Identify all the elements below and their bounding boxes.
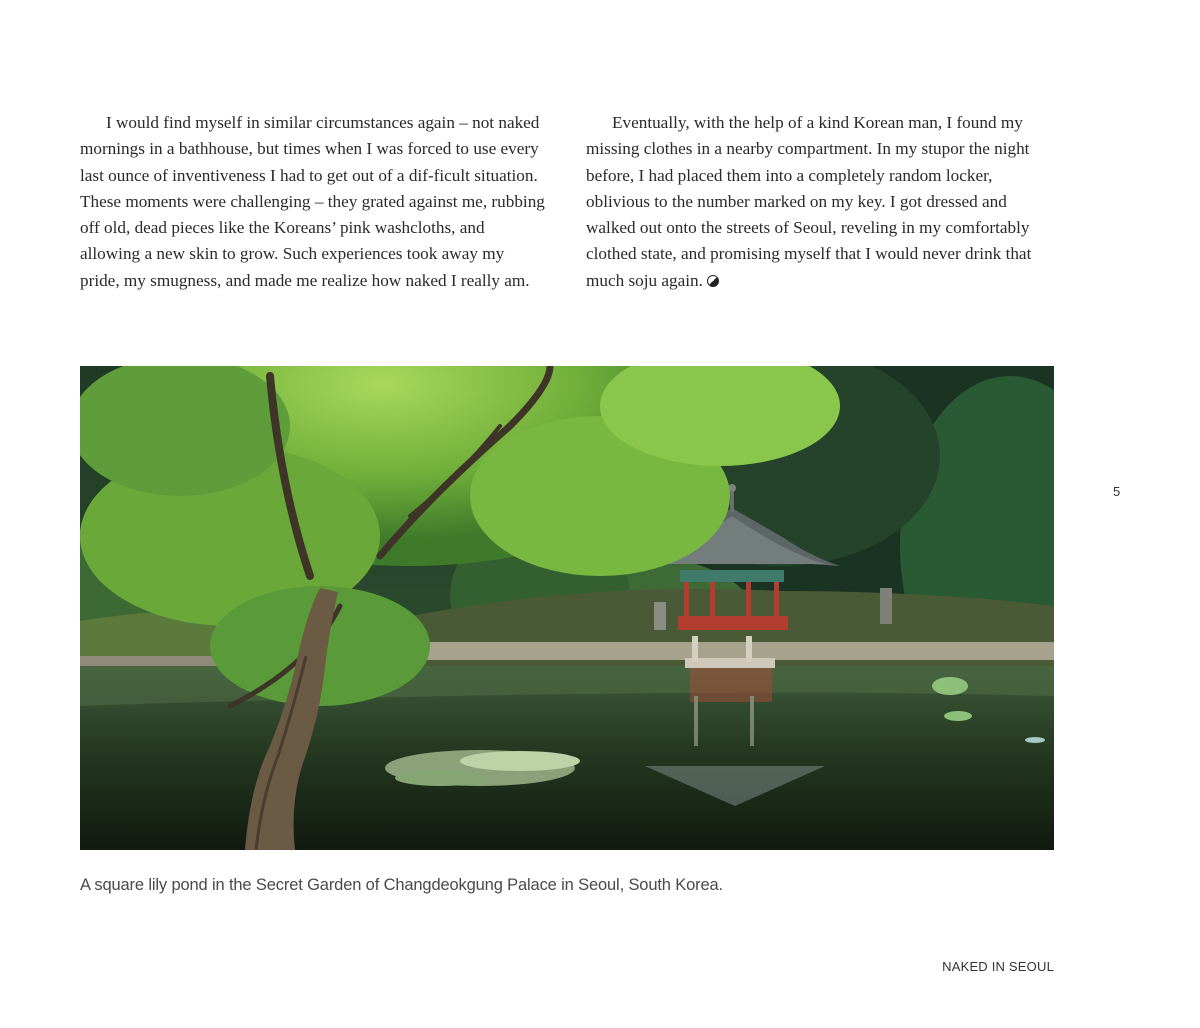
page-number: 5 (1113, 484, 1121, 499)
left-paragraph: I would find myself in similar circumstances again – not naked mornings in a bathhouse, but times when I was forced to use every last ounce of inventiveness I had to get out of a dif-ficult situation. These moments were challenging – they grated against me, rubbing off old, dead pieces like the Koreans’ pink washcloths, and allowing a new skin to grow. Such experiences took away my pride, my smugness, and made me realize how naked I really am. (80, 113, 545, 290)
yin-yang-end-mark-icon (707, 275, 719, 287)
right-paragraph (586, 110, 1056, 294)
right-paragraph-text: Eventually, with the help of a kind Korean man, I found my missing clothes in a nearby compartment. In my stupor the night before, I had placed them into a completely random locker, oblivious to the number marked on my key. I got dressed and walked out onto the streets of Seoul, reveling in my comfortably clothed state, and promising myself that I would never drink that much soju again. (586, 113, 1032, 290)
garden-pond-photo (80, 366, 1054, 850)
left-text-column (80, 110, 548, 294)
photo-caption: A square lily pond in the Secret Garden of Changdeokgung Palace in Seoul, South Korea. (80, 876, 723, 894)
running-title: NAKED IN SEOUL (942, 959, 1054, 974)
right-text-column (586, 110, 1056, 294)
